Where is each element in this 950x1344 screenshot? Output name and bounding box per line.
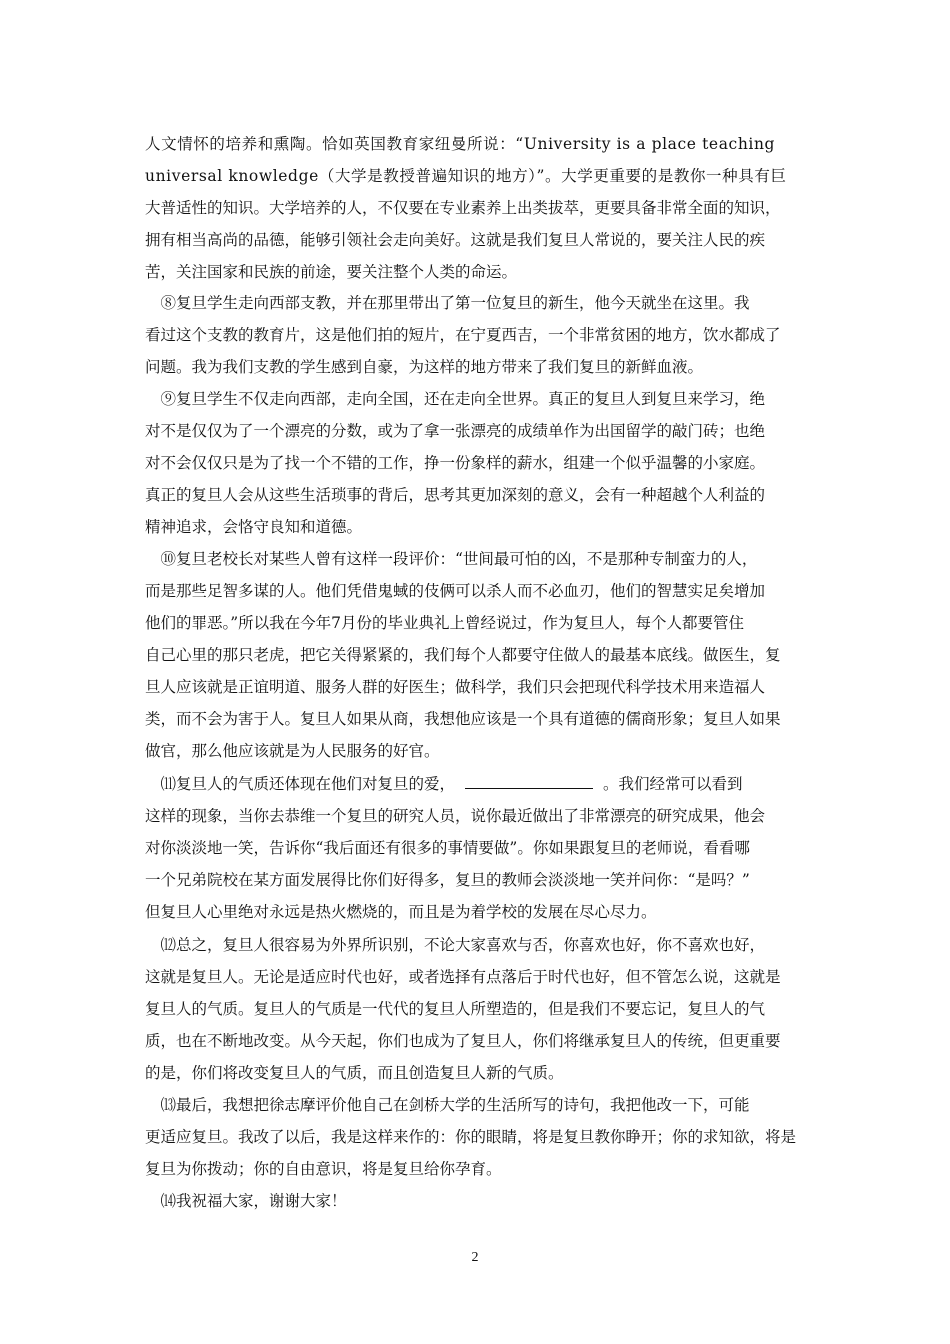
text-line: 大普适性的知识。大学培养的人，不仅要在专业素养上出类拔萃，更要具备非常全面的知识，	[145, 199, 781, 217]
text-line: 旦人应该就是正谊明道、服务人群的好医生；做科学，我们只会把现代科学技术用来造福人	[145, 678, 766, 696]
text-line: 类，而不会为害于人。复旦人如果从商，我想他应该是一个具有道德的儒商形象；复旦人如果	[145, 710, 781, 728]
text-line: 更适应复旦。我改了以后，我是这样来作的：你的眼睛，将是复旦教你睁开；你的求知欲，将是	[145, 1128, 797, 1146]
text-line: 自己心里的那只老虎，把它关得紧紧的，我们每个人都要守住做人的最基本底线。做医生，复	[145, 646, 781, 664]
text-line: universal knowledge（大学是教授普遍知识的地方）”。大学更重要的是教你一种具有巨	[145, 167, 787, 185]
paragraph-14-line: ⒁我祝福大家，谢谢大家！	[145, 1192, 347, 1210]
text-line: 而是那些足智多谋的人。他们凭借鬼蜮的伎俩可以杀人而不必血刃，他们的智慧实足矣增加	[145, 582, 766, 600]
paragraph-10-line: ⑩复旦老校长对某些人曾有这样一段评价：“世间最可怕的凶，不是那种专制蛮力的人，	[145, 550, 758, 568]
page-number: 2	[471, 1250, 479, 1265]
text-line: 精神追求，会恪守良知和道德。	[145, 518, 363, 536]
text-line: 一个兄弟院校在某方面发展得比你们好得多，复旦的教师会淡淡地一笑并问你：“是吗？”	[145, 871, 750, 889]
text-line: 复旦人的气质。复旦人的气质是一代代的复旦人所塑造的，但是我们不要忘记，复旦人的气	[145, 1000, 766, 1018]
text-line: 做官，那么他应该就是为人民服务的好官。	[145, 742, 440, 760]
text-line: 对不会仅仅只是为了找一个不错的工作，挣一份象样的薪水，组建一个似乎温馨的小家庭。	[145, 454, 766, 472]
text-line: 真正的复旦人会从这些生活琐事的背后，思考其更加深刻的意义，会有一种超越个人利益的	[145, 486, 766, 504]
text-line: 的是，你们将改变复旦人的气质，而且创造复旦人新的气质。	[145, 1064, 564, 1082]
text-line: 他们的罪恶。”所以我在今年7月份的毕业典礼上曾经说过，作为复旦人，每个人都要管住	[145, 614, 745, 632]
text-line: 看过这个支教的教育片，这是他们拍的短片，在宁夏西吉，一个非常贫困的地方，饮水都成了	[145, 326, 781, 344]
text-line: 苦，关注国家和民族的前途，要关注整个人类的命运。	[145, 263, 518, 281]
text-line: 但复旦人心里绝对永远是热火燃烧的，而且是为着学校的发展在尽心尽力。	[145, 903, 657, 921]
paragraph-13-line: ⒀最后，我想把徐志摩评价他自己在剑桥大学的生活所写的诗句，我把他改一下，可能	[145, 1096, 750, 1114]
text-line: 这就是复旦人。无论是适应时代也好，或者选择有点落后于时代也好，但不管怎么说，这就是	[145, 968, 781, 986]
fill-in-blank[interactable]	[465, 774, 593, 789]
text-line: 这样的现象，当你去恭维一个复旦的研究人员，说你最近做出了非常漂亮的研究成果，他会	[145, 807, 766, 825]
paragraph-11-text-after: 。我们经常可以看到	[603, 775, 743, 793]
text-line: 复旦为你拨动；你的自由意识，将是复旦给你孕育。	[145, 1160, 502, 1178]
text-line: 对不是仅仅为了一个漂亮的分数，或为了拿一张漂亮的成绩单作为出国留学的敲门砖；也绝	[145, 422, 766, 440]
paragraph-9-line: ⑨复旦学生不仅走向西部，走向全国，还在走向全世界。真正的复旦人到复旦来学习，绝	[145, 390, 766, 408]
text-line: 对你淡淡地一笑，告诉你“我后面还有很多的事情要做”。你如果跟复旦的老师说，看看哪	[145, 839, 750, 857]
paragraph-11-line	[145, 773, 815, 795]
paragraph-12-line: ⑿总之，复旦人很容易为外界所识别，不论大家喜欢与否，你喜欢也好，你不喜欢也好，	[145, 936, 766, 954]
paragraph-11-text-before: ⑾复旦人的气质还体现在他们对复旦的爱，	[145, 775, 456, 793]
text-line: 拥有相当高尚的品德，能够引领社会走向美好。这就是我们复旦人常说的，要关注人民的疾	[145, 231, 766, 249]
text-line: 质，也在不断地改变。从今天起，你们也成为了复旦人，你们将继承复旦人的传统，但更重要	[145, 1032, 781, 1050]
text-line: 问题。我为我们支教的学生感到自豪，为这样的地方带来了我们复旦的新鲜血液。	[145, 358, 704, 376]
paragraph-8-line: ⑧复旦学生走向西部支教，并在那里带出了第一位复旦的新生，他今天就坐在这里。我	[145, 294, 750, 312]
text-line: 人文情怀的培养和熏陶。恰如英国教育家纽曼所说：“University is a place teaching	[145, 135, 776, 153]
